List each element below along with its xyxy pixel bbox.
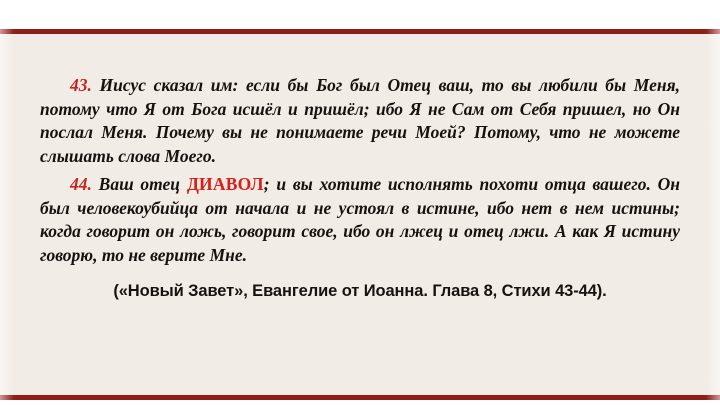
verse-number: 43 (70, 75, 88, 95)
highlighted-word: ДИАВОЛ (186, 174, 264, 194)
verse-text-after-highlight: ; и вы хотите исполнять похоти отца вашего. Он был человекоубийца от начала и не устоял в истине, ибо нет в нем истины; когда говорит он ложь, говорит свое, ибо он лжец и отец лжи. А как Я истину говорю, то не верите Мне. (40, 174, 680, 265)
clipping-body (0, 34, 720, 395)
verse-number: 44 (70, 174, 88, 194)
verse-number-suffix: . (87, 75, 92, 95)
verse-number-suffix: . (87, 174, 92, 194)
verse-43 (40, 74, 680, 168)
verse-text-before-highlight: Ваш отец (91, 174, 187, 194)
text-block (40, 74, 680, 302)
bottom-rule (0, 395, 720, 400)
verse-text: Иисус сказал им: если бы Бог был Отец ваш, то вы любили бы Меня, потому что Я от Бога исшёл и пришёл; ибо Я не Сам от Себя пришел, но Он послал Меня. Почему вы не понимаете речи Моей? Потому, что не можете слышать слова Моего. (40, 75, 680, 166)
verse-44 (40, 173, 680, 267)
source-citation: («Новый Завет», Евангелие от Иоанна. Глава 8, Стихи 43-44). (113, 282, 607, 300)
